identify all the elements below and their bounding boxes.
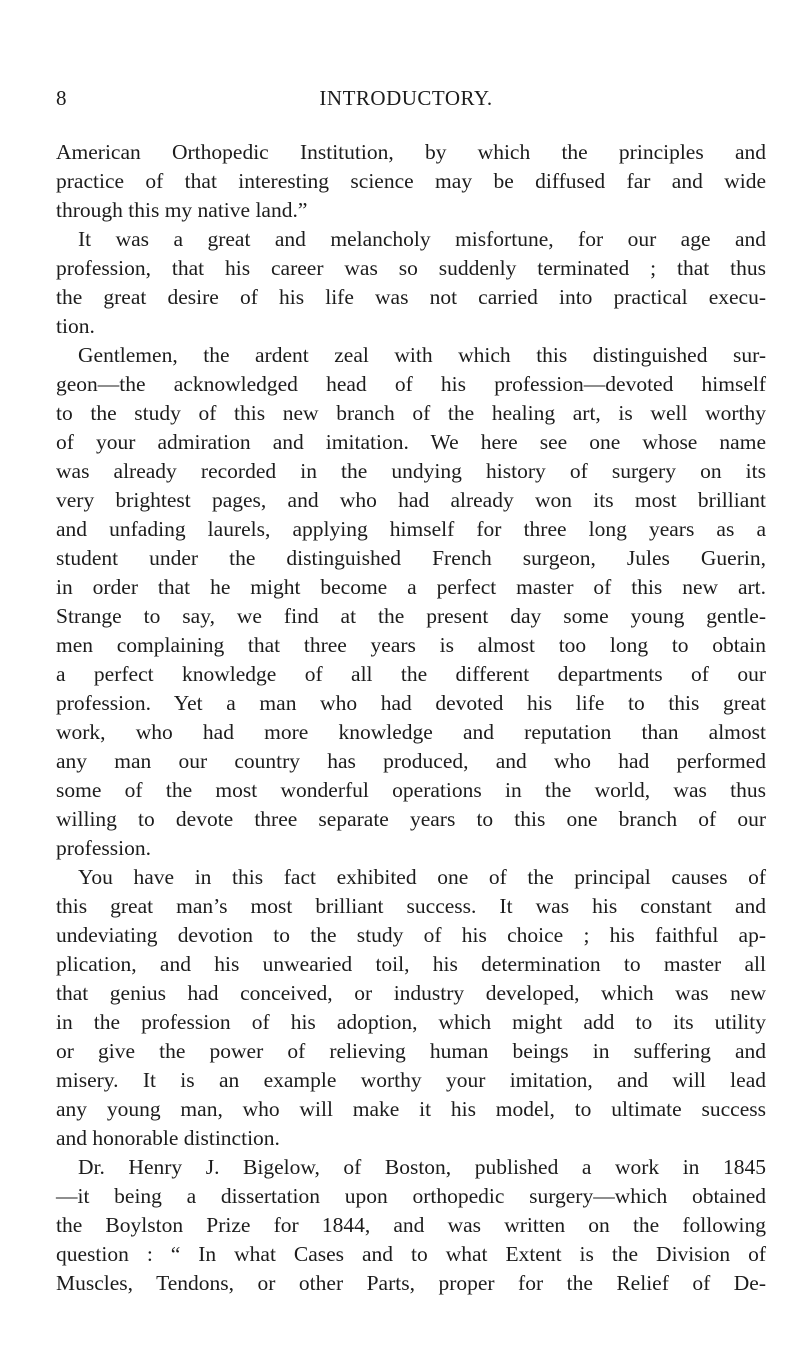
text-line: in order that he might become a perfect master of this new art. — [56, 575, 766, 599]
text-line: Muscles, Tendons, or other Parts, proper for the Relief of De- — [56, 1271, 766, 1295]
text-line: any man our country has produced, and who had performed — [56, 749, 766, 773]
text-line: men complaining that three years is almost too long to obtain — [56, 633, 766, 657]
text-line: very brightest pages, and who had already won its most brilliant — [56, 488, 766, 512]
text-line: practice of that interesting science may be diffused far and wide — [56, 169, 766, 193]
text-line: or give the power of relieving human beings in suffering and — [56, 1039, 766, 1063]
text-line: profession. — [56, 836, 151, 860]
text-line: a perfect knowledge of all the different departments of our — [56, 662, 766, 686]
text-line: misery. It is an example worthy your imitation, and will lead — [56, 1068, 766, 1092]
text-line: this great man’s most brilliant success. It was his constant and — [56, 894, 766, 918]
text-line: Dr. Henry J. Bigelow, of Boston, published a work in 1845 — [78, 1155, 766, 1179]
text-line: to the study of this new branch of the healing art, is well worthy — [56, 401, 766, 425]
text-line: student under the distinguished French surgeon, Jules Guerin, — [56, 546, 766, 570]
text-line: and unfading laurels, applying himself for three long years as a — [56, 517, 766, 541]
text-line: some of the most wonderful operations in the world, was thus — [56, 778, 766, 802]
text-line: and honorable distinction. — [56, 1126, 280, 1150]
text-line: work, who had more knowledge and reputation than almost — [56, 720, 766, 744]
text-line: any young man, who will make it his model, to ultimate success — [56, 1097, 766, 1121]
text-line: American Orthopedic Institution, by which the principles and — [56, 140, 766, 164]
text-line: Strange to say, we find at the present day some young gentle- — [56, 604, 766, 628]
page-number: 8 — [56, 86, 67, 110]
text-line: —it being a dissertation upon orthopedic surgery—which obtained — [56, 1184, 766, 1208]
text-line: geon—the acknowledged head of his profession—devoted himself — [56, 372, 766, 396]
text-line: It was a great and melancholy misfortune, for our age and — [78, 227, 766, 251]
running-head — [56, 86, 756, 110]
text-line: the great desire of his life was not carried into practical execu- — [56, 285, 766, 309]
text-line: was already recorded in the undying history of surgery on its — [56, 459, 766, 483]
text-line: of your admiration and imitation. We here see one whose name — [56, 430, 766, 454]
text-line: You have in this fact exhibited one of the principal causes of — [78, 865, 766, 889]
text-line: profession. Yet a man who had devoted his life to this great — [56, 691, 766, 715]
text-line: undeviating devotion to the study of his choice ; his faithful ap- — [56, 923, 766, 947]
text-line: question : “ In what Cases and to what Extent is the Division of — [56, 1242, 766, 1266]
text-line: Gentlemen, the ardent zeal with which this distinguished sur- — [78, 343, 766, 367]
text-line: profession, that his career was so suddenly terminated ; that thus — [56, 256, 766, 280]
text-line: the Boylston Prize for 1844, and was written on the following — [56, 1213, 766, 1237]
body-text — [56, 138, 766, 1298]
text-line: in the profession of his adoption, which might add to its utility — [56, 1010, 766, 1034]
text-line: plication, and his unwearied toil, his determination to master all — [56, 952, 766, 976]
text-line: willing to devote three separate years to this one branch of our — [56, 807, 766, 831]
text-line: tion. — [56, 314, 95, 338]
running-title: INTRODUCTORY. — [319, 86, 493, 110]
text-line: that genius had conceived, or industry developed, which was new — [56, 981, 766, 1005]
text-line: through this my native land.” — [56, 198, 308, 222]
